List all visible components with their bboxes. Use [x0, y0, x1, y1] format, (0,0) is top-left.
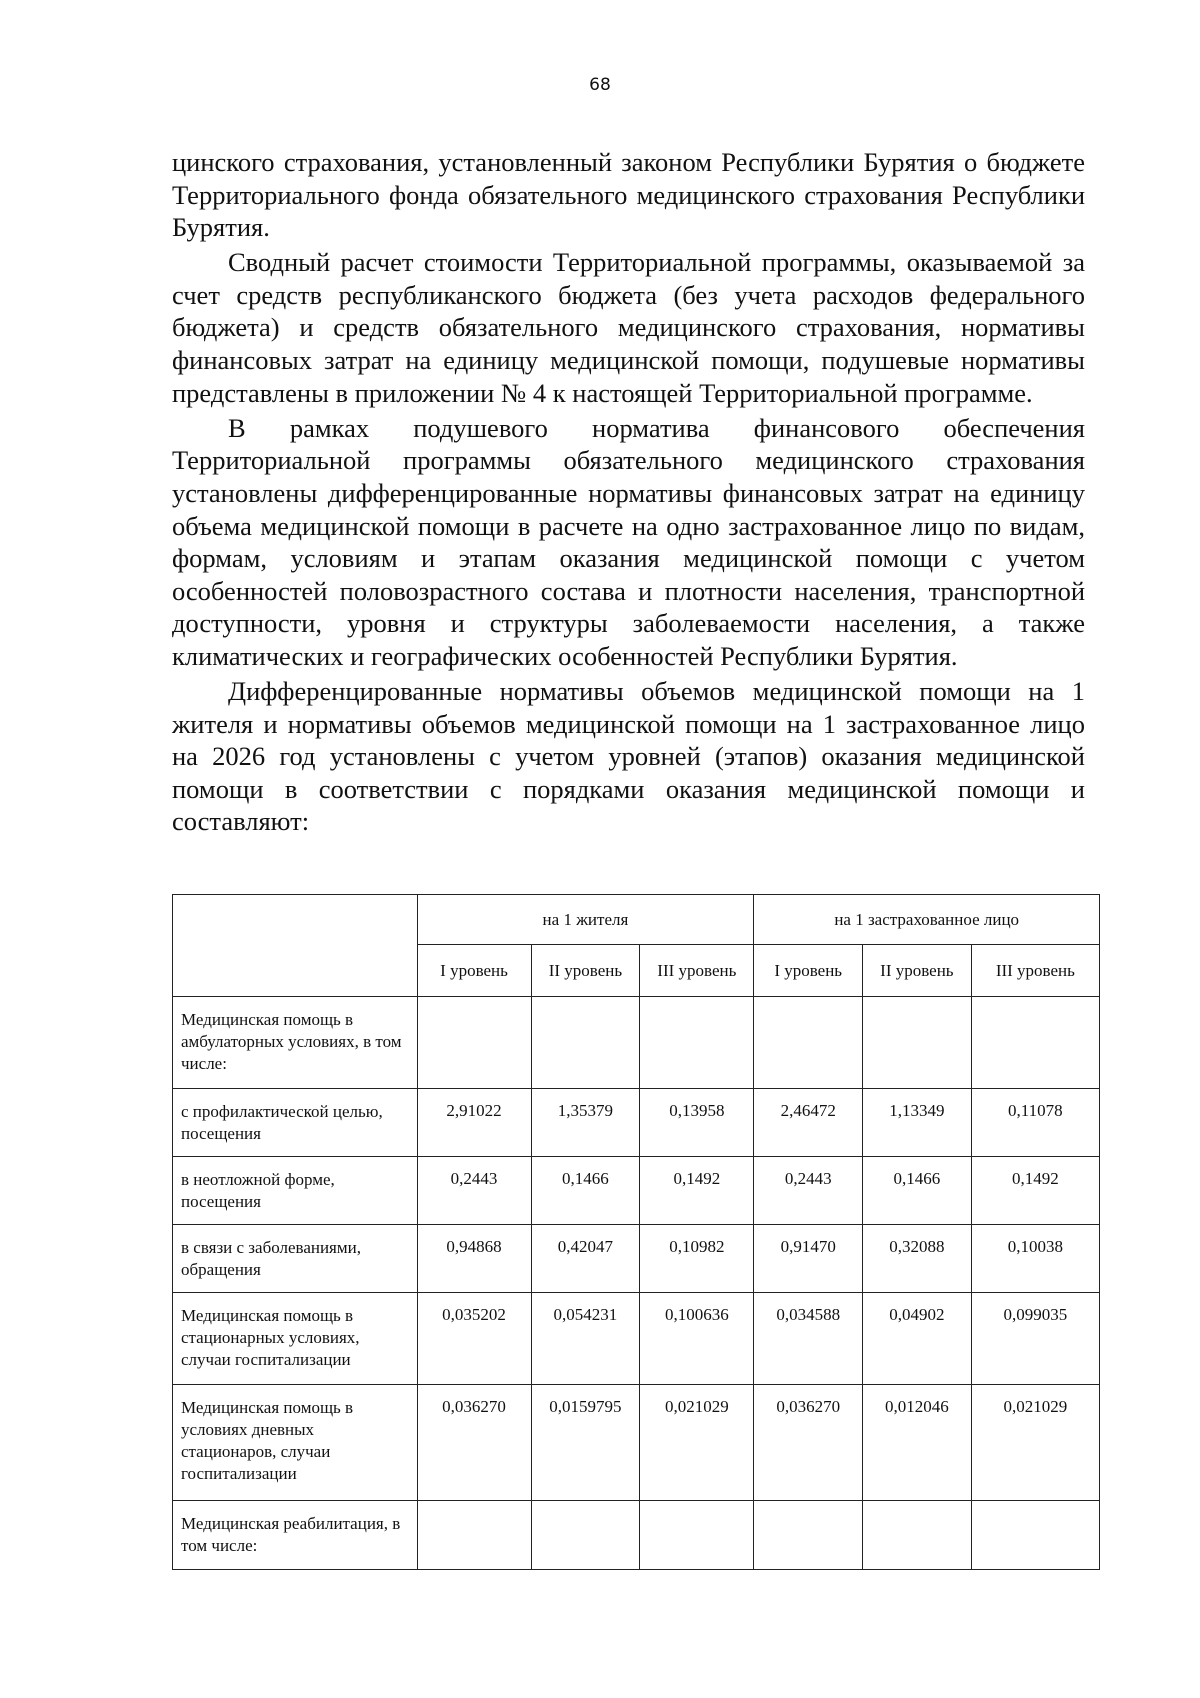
table-cell: 0,100636 — [640, 1293, 754, 1385]
table-cell — [640, 997, 754, 1089]
table-cell: 0,036270 — [417, 1385, 531, 1501]
table-cell: 0,2443 — [754, 1157, 863, 1225]
table-cell: 0,13958 — [640, 1089, 754, 1157]
level-header: I уровень — [754, 945, 863, 997]
table-cell: 0,054231 — [531, 1293, 640, 1385]
table-cell: 0,035202 — [417, 1293, 531, 1385]
group-header-per-resident: на 1 жителя — [417, 895, 754, 945]
table-cell: 0,021029 — [971, 1385, 1099, 1501]
table-cell: 0,42047 — [531, 1225, 640, 1293]
table-cell: 0,012046 — [863, 1385, 972, 1501]
table-cell: 0,94868 — [417, 1225, 531, 1293]
table-cell — [417, 1501, 531, 1570]
row-label: в связи с заболеваниями, обращения — [173, 1225, 418, 1293]
table-cell — [754, 997, 863, 1089]
table-row — [173, 1225, 1100, 1293]
level-header: III уровень — [971, 945, 1099, 997]
table-cell: 0,2443 — [417, 1157, 531, 1225]
table-cell: 0,021029 — [640, 1385, 754, 1501]
level-header: III уровень — [640, 945, 754, 997]
table-row — [173, 1501, 1100, 1570]
table-row — [173, 1157, 1100, 1225]
level-header: II уровень — [863, 945, 972, 997]
table-cell: 2,46472 — [754, 1089, 863, 1157]
table-cell: 1,35379 — [531, 1089, 640, 1157]
table-cell: 0,11078 — [971, 1089, 1099, 1157]
table-cell: 0,10038 — [971, 1225, 1099, 1293]
table-cell: 0,91470 — [754, 1225, 863, 1293]
table-cell: 0,1492 — [640, 1157, 754, 1225]
table-header-row — [173, 895, 1100, 945]
norms-table — [172, 894, 1100, 1570]
table-cell — [640, 1501, 754, 1570]
paragraph: Сводный расчет стоимости Территориальной программы, оказываемой за счет средств республиканского бюджета (без учета расходов федерального бюджета) и средств обязательного медицинского страхования, нормативы финансовых затрат на единицу медицинской помощи, подушевые нормативы представлены в приложении № 4 к настоящей Территориальной программе. — [172, 247, 1085, 408]
table-cell: 0,10982 — [640, 1225, 754, 1293]
row-label: Медицинская помощь в амбулаторных условиях, в том числе: — [173, 997, 418, 1089]
row-label: Медицинская помощь в стационарных условиях, случаи госпитализации — [173, 1293, 418, 1385]
table-row — [173, 1089, 1100, 1157]
table-cell — [971, 997, 1099, 1089]
row-label: Медицинская помощь в условиях дневных стационаров, случаи госпитализации — [173, 1385, 418, 1501]
table-cell: 0,1466 — [531, 1157, 640, 1225]
table-row — [173, 997, 1100, 1089]
row-label: в неотложной форме, посещения — [173, 1157, 418, 1225]
table-row — [173, 1385, 1100, 1501]
table-cell: 0,04902 — [863, 1293, 972, 1385]
table-cell: 2,91022 — [417, 1089, 531, 1157]
table-cell — [531, 1501, 640, 1570]
table-cell — [971, 1501, 1099, 1570]
paragraph: В рамках подушевого норматива финансового обеспечения Территориальной программы обязательного медицинского страхования установлены дифференцированные нормативы финансовых затрат на единицу объема медицинской помощи в расчете на одно застрахованное лицо по видам, формам, условиям и этапам оказания медицинской помощи с учетом особенностей половозрастного состава и плотности населения, транспортной доступности, уровня и структуры заболеваемости населения, а также климатических и географических особенностей Республики Бурятия. — [172, 412, 1085, 671]
table-cell — [531, 997, 640, 1089]
table-cell: 0,099035 — [971, 1293, 1099, 1385]
table-cell — [863, 997, 972, 1089]
table-cell — [863, 1501, 972, 1570]
empty-corner-cell — [173, 895, 418, 997]
table-cell: 0,32088 — [863, 1225, 972, 1293]
page-number: 68 — [589, 75, 611, 95]
row-label: с профилактической целью, посещения — [173, 1089, 418, 1157]
level-header: II уровень — [531, 945, 640, 997]
table-cell: 0,1492 — [971, 1157, 1099, 1225]
row-label: Медицинская реабилитация, в том числе: — [173, 1501, 418, 1570]
table-cell: 0,0159795 — [531, 1385, 640, 1501]
body-text — [172, 146, 1085, 840]
table-cell: 1,13349 — [863, 1089, 972, 1157]
table-cell: 0,1466 — [863, 1157, 972, 1225]
level-header: I уровень — [417, 945, 531, 997]
paragraph: Дифференцированные нормативы объемов медицинской помощи на 1 жителя и нормативы объемов медицинской помощи на 1 застрахованное лицо на 2026 год установлены с учетом уровней (этапов) оказания медицинской помощи в соответствии с порядками оказания медицинской помощи и составляют: — [172, 676, 1085, 837]
table-cell — [754, 1501, 863, 1570]
table-cell: 0,036270 — [754, 1385, 863, 1501]
table-cell: 0,034588 — [754, 1293, 863, 1385]
table-row — [173, 1293, 1100, 1385]
paragraph: цинского страхования, установленный законом Республики Бурятия о бюджете Территориального фонда обязательного медицинского страхования Республики Бурятия. — [172, 147, 1085, 243]
group-header-per-insured: на 1 застрахованное лицо — [754, 895, 1100, 945]
table-cell — [417, 997, 531, 1089]
